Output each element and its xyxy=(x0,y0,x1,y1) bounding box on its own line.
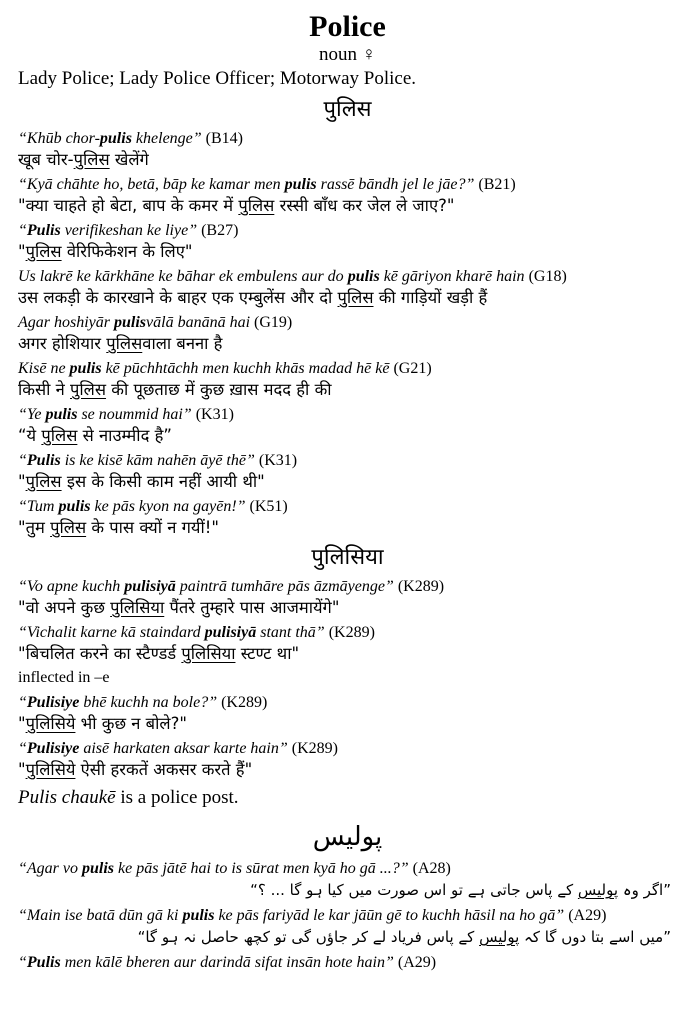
example-entry xyxy=(18,175,677,216)
romanized-pre: “ xyxy=(18,694,27,711)
example-entry xyxy=(18,129,677,170)
example-entry xyxy=(18,859,677,901)
headword-romanized: Pulis xyxy=(26,954,61,971)
devanagari-pre: "बिचलित करने का स्टैण्डर्ड xyxy=(18,644,182,663)
headword-romanized: pulis xyxy=(114,314,147,331)
urdu-example xyxy=(18,926,677,948)
devanagari-post: की गाड़ियों खड़ी हैं xyxy=(373,288,488,307)
devanagari-post: स्टण्ट था" xyxy=(235,644,300,663)
romanized-example xyxy=(18,175,677,195)
devanagari-pre: अगर होशियार xyxy=(18,334,107,353)
headword-romanized: pulis xyxy=(82,860,115,877)
headword-romanized: Pulisiye xyxy=(26,740,80,757)
romanized-example xyxy=(18,577,677,597)
romanized-example xyxy=(18,451,677,471)
romanized-post: khelenge” xyxy=(131,130,202,147)
romanized-pre: “Khūb chor- xyxy=(18,130,100,147)
devanagari-post: रस्सी बाँध कर जेल ले जाए?" xyxy=(274,196,455,215)
headword-devanagari: पुलिस xyxy=(238,196,275,215)
devanagari-post: ऐसी हरकतें अकसर करते हैं" xyxy=(75,760,253,779)
usage-note-term: Pulis chaukē xyxy=(18,787,116,808)
devanagari-example xyxy=(18,149,677,170)
urdu-pre: ”میں اسے بتا دوں گا کہ xyxy=(519,928,671,946)
devanagari-example xyxy=(18,713,677,734)
example-entry xyxy=(18,497,677,538)
devanagari-pre: " xyxy=(18,242,26,261)
devanagari-example xyxy=(18,759,677,780)
source-code: (K31) xyxy=(254,452,298,469)
devanagari-pre: उस लकड़ी के कारखाने के बाहर एक एम्बुलेंस और दो xyxy=(18,288,338,307)
example-entry xyxy=(18,313,677,354)
devanagari-pre: "क्या चाहते हो बेटा, बाप के कमर में xyxy=(18,196,239,215)
source-code: (A28) xyxy=(408,860,451,877)
romanized-example xyxy=(18,405,677,425)
devanagari-post: वाला बनना है xyxy=(142,334,223,353)
headword-urdu: پولیس xyxy=(479,928,520,946)
entry-title: Police xyxy=(309,10,386,43)
devanagari-example xyxy=(18,195,677,216)
definitions: Lady Police; Lady Police Officer; Motorway Police. xyxy=(18,68,417,89)
source-code: (K289) xyxy=(287,740,338,757)
urdu-pre: ”اگر وہ xyxy=(618,881,671,899)
headword-romanized: pulis xyxy=(69,360,102,377)
romanized-pre: “Ye xyxy=(18,406,46,423)
devanagari-example xyxy=(18,597,677,618)
romanized-pre: “Agar vo xyxy=(18,860,82,877)
devanagari-example xyxy=(18,333,677,354)
headword-devanagari: पुलिस xyxy=(25,242,62,261)
romanized-post: ke pās kyon na gayēn!” xyxy=(90,498,246,515)
source-code: (K289) xyxy=(324,624,375,641)
romanized-post: paintrā tumhāre pās āzmāyenge” xyxy=(175,578,394,595)
urdu-post: کے پاس فریاد لے کر جاؤں گی تو کچھ حاصل نہ ہو گا“ xyxy=(137,928,480,946)
devanagari-pre: खूब चोर- xyxy=(18,150,74,169)
devanagari-post: से नाउम्मीद है” xyxy=(77,426,172,445)
devanagari-pre: "तुम xyxy=(18,518,51,537)
romanized-example xyxy=(18,129,677,149)
devanagari-post: भी कुछ न बोले?" xyxy=(75,714,187,733)
source-code: (A29) xyxy=(393,954,437,971)
headword-romanized: Pulis xyxy=(26,222,61,239)
headword-devanagari: पुलिस xyxy=(106,334,143,353)
romanized-post: ke pās jātē hai to is sūrat men kyā ho gā ...?” xyxy=(114,860,409,877)
example-entry xyxy=(18,267,677,308)
urdu-example xyxy=(18,879,677,901)
usage-note-rest: is a police post. xyxy=(115,787,239,808)
source-code: (A29) xyxy=(564,907,607,924)
devanagari-example xyxy=(18,643,677,664)
romanized-post: verifikeshan ke liye” xyxy=(60,222,198,239)
devanagari-pre: " xyxy=(18,472,26,491)
source-code: (B14) xyxy=(201,130,243,147)
source-code: (K31) xyxy=(191,406,234,423)
headword-romanized: pulis xyxy=(58,498,91,515)
example-entry xyxy=(18,953,677,973)
headword-romanized: pulis xyxy=(99,130,132,147)
romanized-pre: “Tum xyxy=(18,498,59,515)
part-of-speech: noun ♀ xyxy=(319,44,376,65)
romanized-post: rassē bāndh jel le jāe?” xyxy=(316,176,475,193)
devanagari-pre: " xyxy=(18,714,26,733)
example-entry xyxy=(18,623,677,664)
headword-devanagari: पुलिसिये xyxy=(25,760,76,779)
section-heading-pulisiya: पुलिसिया xyxy=(311,545,384,570)
devanagari-post: वेरिफिकेशन के लिए" xyxy=(61,242,193,261)
example-entry xyxy=(18,906,677,948)
headword-romanized: pulis xyxy=(347,268,380,285)
romanized-post: vālā banānā hai xyxy=(146,314,251,331)
headword-romanized: pulisiyā xyxy=(124,578,176,595)
devanagari-post: खेलेंगे xyxy=(109,150,149,169)
urdu-entries xyxy=(18,859,677,973)
romanized-pre: Agar hoshiyār xyxy=(18,314,114,331)
headword-devanagari: पुलिस xyxy=(25,472,62,491)
section-heading-urdu: پولیس xyxy=(312,822,383,852)
headword-urdu: پولیس xyxy=(577,881,619,899)
romanized-example xyxy=(18,359,677,379)
romanized-example xyxy=(18,623,677,643)
romanized-pre: “Kyā chāhte ho, betā, bāp ke kamar men xyxy=(18,176,285,193)
headword-romanized: Pulisiye xyxy=(26,694,80,711)
devanagari-example xyxy=(18,287,677,308)
source-code: (B27) xyxy=(197,222,239,239)
example-entry xyxy=(18,451,677,492)
pulisiya-inflected-entries xyxy=(18,693,677,780)
source-code: (G18) xyxy=(524,268,567,285)
romanized-post: is ke kisē kām nahēn āyē thē” xyxy=(60,452,255,469)
usage-note xyxy=(18,786,677,810)
example-entry xyxy=(18,405,677,446)
romanized-example xyxy=(18,739,677,759)
section-heading-pulis: पुलिस xyxy=(323,97,372,122)
urdu-post: کے پاس جاتی ہے تو اس صورت میں کیا ہو گا ... ؟“ xyxy=(250,881,578,899)
headword-romanized: pulisiyā xyxy=(204,624,257,641)
devanagari-pre: " xyxy=(18,760,26,779)
example-entry xyxy=(18,577,677,618)
devanagari-example xyxy=(18,379,677,400)
romanized-post: kē gāriyon kharē hain xyxy=(379,268,525,285)
headword-romanized: pulis xyxy=(182,907,215,924)
headword-devanagari: पुलिसिये xyxy=(25,714,76,733)
devanagari-post: की पूछताछ में कुछ ख़ास मदद ही की xyxy=(106,380,332,399)
source-code: (G19) xyxy=(250,314,293,331)
source-code: (K51) xyxy=(245,498,288,515)
romanized-pre: “ xyxy=(18,452,27,469)
devanagari-post: के पास क्यों न गयीं!" xyxy=(86,518,219,537)
source-code: (B21) xyxy=(474,176,516,193)
source-code: (K289) xyxy=(393,578,445,595)
headword-devanagari: पुलिसिया xyxy=(181,644,236,663)
headword-devanagari: पुलिस xyxy=(73,150,110,169)
romanized-example xyxy=(18,267,677,287)
example-entry xyxy=(18,221,677,262)
headword-devanagari: पुलिस xyxy=(70,380,107,399)
source-code: (G21) xyxy=(389,360,432,377)
headword-devanagari: पुलिस xyxy=(50,518,87,537)
romanized-example xyxy=(18,953,677,973)
romanized-example xyxy=(18,313,677,333)
devanagari-post: पैंतरे तुम्हारे पास आजमायेंगे" xyxy=(164,598,340,617)
romanized-example xyxy=(18,906,677,926)
romanized-pre: “ xyxy=(18,954,27,971)
romanized-pre: Us lakrē ke kārkhāne ke bāhar ek embulens aur do xyxy=(18,268,348,285)
headword-devanagari: पुलिस xyxy=(337,288,374,307)
example-entry xyxy=(18,359,677,400)
pulis-entries xyxy=(18,129,677,538)
romanized-pre: “Vo apne kuchh xyxy=(18,578,125,595)
romanized-example xyxy=(18,221,677,241)
romanized-post: stant thā” xyxy=(256,624,325,641)
romanized-example xyxy=(18,693,677,713)
romanized-post: ke pās fariyād le kar jāūn gē to kuchh hāsil na ho gā” xyxy=(214,907,565,924)
devanagari-example xyxy=(18,517,677,538)
source-code: (K289) xyxy=(217,694,268,711)
devanagari-example xyxy=(18,241,677,262)
headword-romanized: pulis xyxy=(284,176,317,193)
devanagari-pre: “ये xyxy=(18,426,42,445)
headword-devanagari: पुलिस xyxy=(41,426,78,445)
devanagari-pre: "वो अपने कुछ xyxy=(18,598,111,617)
romanized-post: bhē kuchh na bole?” xyxy=(79,694,218,711)
headword-devanagari: पुलिसिया xyxy=(110,598,165,617)
romanized-example xyxy=(18,497,677,517)
pulisiya-entries xyxy=(18,577,677,664)
inflected-note: inflected in –e xyxy=(18,669,110,686)
devanagari-post: इस के किसी काम नहीं आयी थी" xyxy=(61,472,265,491)
romanized-post: kē pūchhtāchh men kuchh khās madad hē kē xyxy=(101,360,390,377)
headword-romanized: pulis xyxy=(45,406,78,423)
romanized-example xyxy=(18,859,677,879)
romanized-pre: “ xyxy=(18,222,27,239)
devanagari-example xyxy=(18,425,677,446)
romanized-post: aisē harkaten aksar karte hain” xyxy=(79,740,288,757)
devanagari-example xyxy=(18,471,677,492)
romanized-pre: Kisē ne xyxy=(18,360,70,377)
romanized-pre: “ xyxy=(18,740,27,757)
romanized-pre: “Main ise batā dūn gā ki xyxy=(18,907,183,924)
headword-romanized: Pulis xyxy=(26,452,61,469)
romanized-post: men kālē bheren aur darindā sifat insān hote hain” xyxy=(60,954,394,971)
example-entry xyxy=(18,739,677,780)
example-entry xyxy=(18,693,677,734)
romanized-post: se noummid hai” xyxy=(77,406,192,423)
romanized-pre: “Vichalit karne kā staindard xyxy=(18,624,205,641)
devanagari-pre: किसी ने xyxy=(18,380,71,399)
